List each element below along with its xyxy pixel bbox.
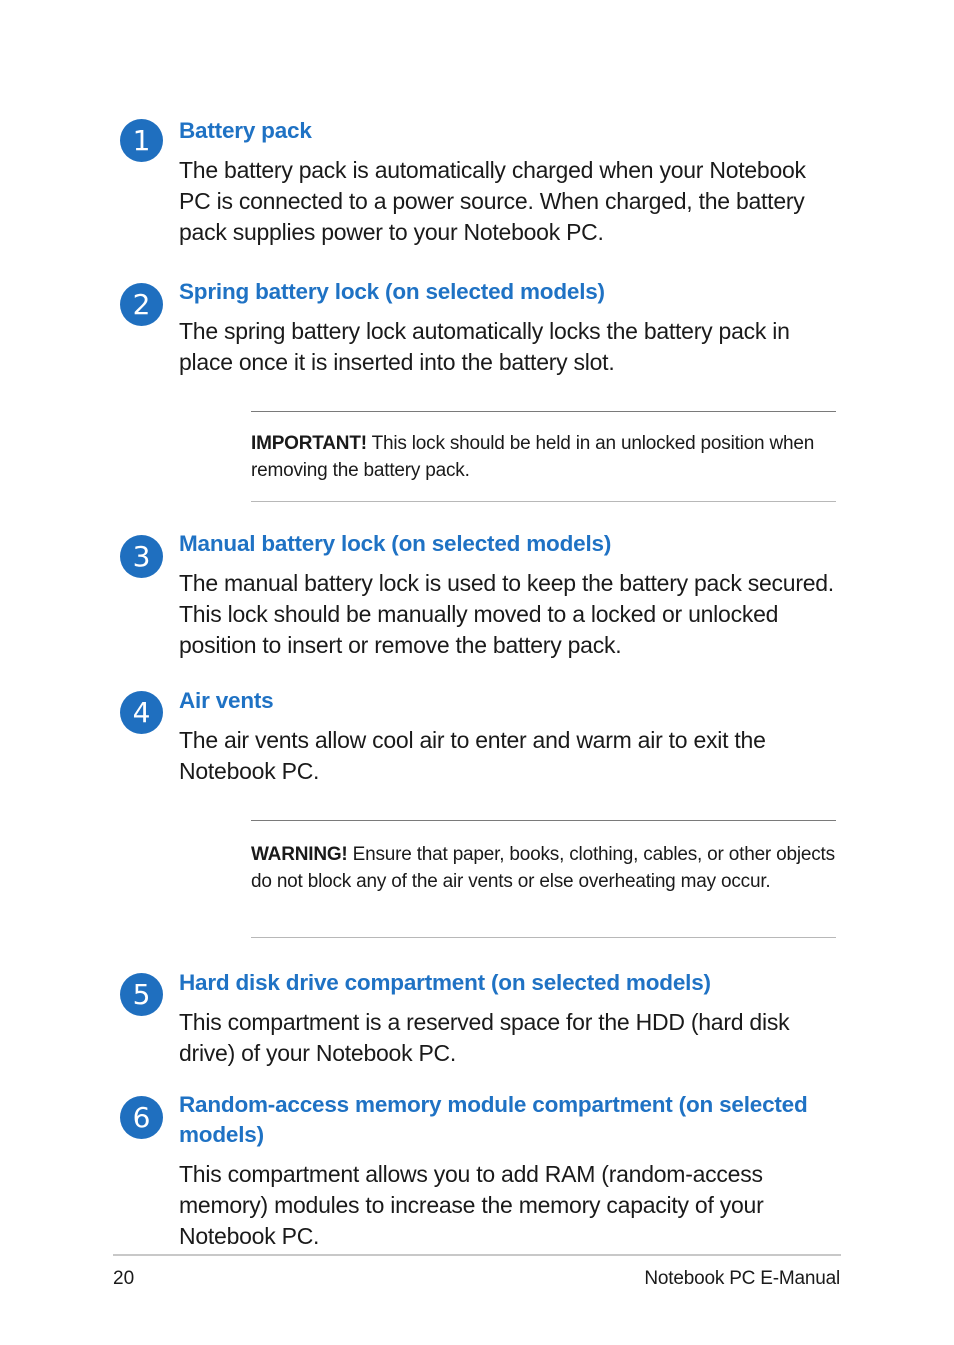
document-title: Notebook PC E-Manual	[644, 1268, 840, 1289]
warning-note	[251, 820, 836, 938]
warning-label: WARNING!	[251, 844, 348, 865]
footer-divider	[113, 1254, 841, 1256]
section-title-air-vents: Air vents	[179, 688, 274, 713]
section-title-ram-compartment: Random-access memory module compartment (on selected models)	[179, 1092, 808, 1147]
number-badge-2: 2	[120, 283, 163, 326]
section-text-manual-battery-lock: The manual battery lock is used to keep the battery pack secured. This lock should be manually moved to a locked or unlocked position to insert or remove the battery pack.	[179, 570, 834, 658]
number-badge-3: 3	[120, 535, 163, 578]
section-text-hdd-compartment: This compartment is a reserved space for the HDD (hard disk drive) of your Notebook PC.	[179, 1009, 790, 1066]
number-badge-5: 5	[120, 973, 163, 1016]
important-note-text	[251, 430, 836, 484]
warning-note-text	[251, 841, 836, 895]
important-body: This lock should be held in an unlocked position when removing the battery pack.	[251, 433, 815, 481]
number-badge-4: 4	[120, 691, 163, 734]
number-badge-6: 6	[120, 1096, 163, 1139]
section-text-ram-compartment: This compartment allows you to add RAM (random-access memory) modules to increase the memory capacity of your Notebook PC.	[179, 1161, 764, 1249]
warning-body: Ensure that paper, books, clothing, cables, or other objects do not block any of the air vents or else overheating may occur.	[251, 844, 835, 892]
section-text-battery-pack: The battery pack is automatically charged when your Notebook PC is connected to a power source. When charged, the battery pack supplies power to your Notebook PC.	[179, 157, 806, 245]
page-number: 20	[113, 1268, 135, 1289]
number-badge-1: 1	[120, 119, 163, 162]
section-title-hdd-compartment: Hard disk drive compartment (on selected models)	[179, 970, 711, 995]
section-title-manual-battery-lock: Manual battery lock (on selected models)	[179, 531, 612, 556]
important-note	[251, 411, 836, 502]
section-title-spring-battery-lock: Spring battery lock (on selected models)	[179, 279, 605, 304]
section-title-battery-pack: Battery pack	[179, 118, 312, 143]
section-text-spring-battery-lock: The spring battery lock automatically locks the battery pack in place once it is inserted into the battery slot.	[179, 318, 790, 375]
important-label: IMPORTANT!	[251, 433, 367, 454]
section-text-air-vents: The air vents allow cool air to enter and warm air to exit the Notebook PC.	[179, 727, 766, 784]
